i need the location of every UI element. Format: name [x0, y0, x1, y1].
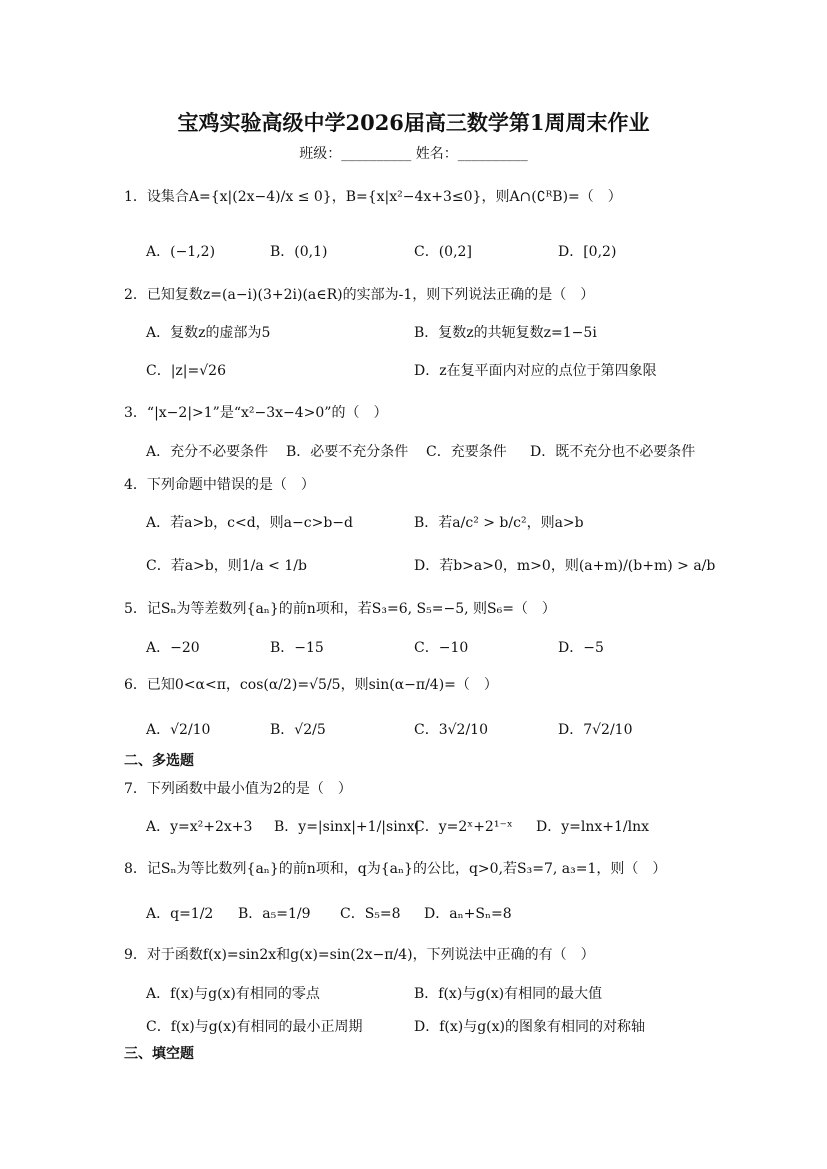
question-8-option-c: C．S₅=8	[340, 906, 401, 922]
question-6-option-d: D．7√2/10	[558, 722, 633, 738]
question-3-option-d: D．既不充分也不必要条件	[530, 444, 696, 460]
question-2-option-d: D．z在复平面内对应的点位于第四象限	[414, 363, 657, 379]
question-7-option-a: A．y=x²+2x+3	[146, 819, 253, 835]
question-7-option-b: B．y=|sinx|+1/|sinx|	[274, 819, 420, 835]
question-1-option-a: A．(−1,2)	[146, 244, 216, 260]
question-8-option-b: B．a₅=1/9	[238, 906, 311, 922]
question-4-option-d: D．若b>a>0，m>0，则(a+m)/(b+m) > a/b	[414, 558, 716, 574]
question-1-option-b: B．(0,1)	[270, 244, 328, 260]
question-3-option-c: C．充要条件	[426, 444, 507, 460]
question-2-option-c: C．|z|=√26	[146, 363, 226, 379]
question-3-stem: 3．“|x−2|>1”是“x²−3x−4>0”的（ ）	[124, 405, 388, 421]
question-4-stem: 4．下列命题中错误的是（ ）	[124, 477, 315, 493]
question-6-option-b: B．√2/5	[270, 722, 326, 738]
section-heading-fill-in: 三、填空题	[124, 1046, 194, 1062]
question-6-stem: 6．已知0<α<π，cos(α/2)=√5/5，则sin(α−π/4)=（ ）	[124, 677, 498, 693]
question-3-option-b: B．必要不充分条件	[286, 444, 409, 460]
question-8-stem: 8．记Sₙ为等比数列{aₙ}的前n项和，q为{aₙ}的公比，q>0,若S₃=7, a₃=1，则（ ）	[124, 861, 667, 877]
question-9-option-a: A．f(x)与g(x)有相同的零点	[146, 986, 320, 1002]
question-1-stem: 1．设集合A={x|(2x−4)/x ≤ 0}，B={x|x²−4x+3≤0}，则A∩(∁ᴿB)=（ ）	[124, 189, 622, 205]
question-6-option-c: C．3√2/10	[414, 722, 488, 738]
class-name-line: 班级：__________ 姓名：__________	[299, 146, 528, 162]
question-9-option-c: C．f(x)与g(x)有相同的最小正周期	[146, 1019, 363, 1035]
question-1-option-d: D．[0,2)	[558, 244, 617, 260]
question-7-stem: 7．下列函数中最小值为2的是（ ）	[124, 781, 352, 797]
question-4-option-b: B．若a/c² > b/c²，则a>b	[414, 515, 584, 531]
question-5-option-c: C．−10	[414, 640, 469, 656]
question-5-stem: 5．记Sₙ为等差数列{aₙ}的前n项和，若S₃=6, S₅=−5, 则S₆=（ ）	[124, 601, 556, 617]
question-8-option-d: D．aₙ+Sₙ=8	[424, 906, 512, 922]
question-5-option-b: B．−15	[270, 640, 324, 656]
question-1-option-c: C．(0,2]	[414, 244, 472, 260]
question-3-option-a: A．充分不必要条件	[146, 444, 269, 460]
question-5-option-a: A．−20	[146, 640, 200, 656]
question-8-option-a: A．q=1/2	[146, 906, 214, 922]
question-4-option-a: A．若a>b，c<d，则a−c>b−d	[146, 515, 353, 531]
question-2-option-b: B．复数z的共轭复数z=1−5i	[414, 325, 597, 341]
question-9-option-d: D．f(x)与g(x)的图象有相同的对称轴	[414, 1019, 646, 1035]
question-2-option-a: A．复数z的虚部为5	[146, 325, 271, 341]
question-6-option-a: A．√2/10	[146, 722, 211, 738]
question-4-option-c: C．若a>b，则1/a < 1/b	[146, 558, 307, 574]
question-7-option-d: D．y=lnx+1/lnx	[536, 819, 649, 835]
question-7-option-c: C．y=2ˣ+2¹⁻ˣ	[414, 819, 513, 835]
page-title: 宝鸡实验高级中学2026届高三数学第1周周末作业	[177, 110, 650, 135]
question-2-stem: 2．已知复数z=(a−i)(3+2i)(a∈R)的实部为-1，则下列说法正确的是（ ）	[124, 287, 595, 303]
question-9-stem: 9．对于函数f(x)=sin2x和g(x)=sin(2x−π/4)，下列说法中正确的有（ ）	[124, 947, 595, 963]
section-heading-multiple-choice: 二、多选题	[124, 753, 194, 769]
question-5-option-d: D．−5	[558, 640, 604, 656]
question-9-option-b: B．f(x)与g(x)有相同的最大值	[414, 986, 603, 1002]
